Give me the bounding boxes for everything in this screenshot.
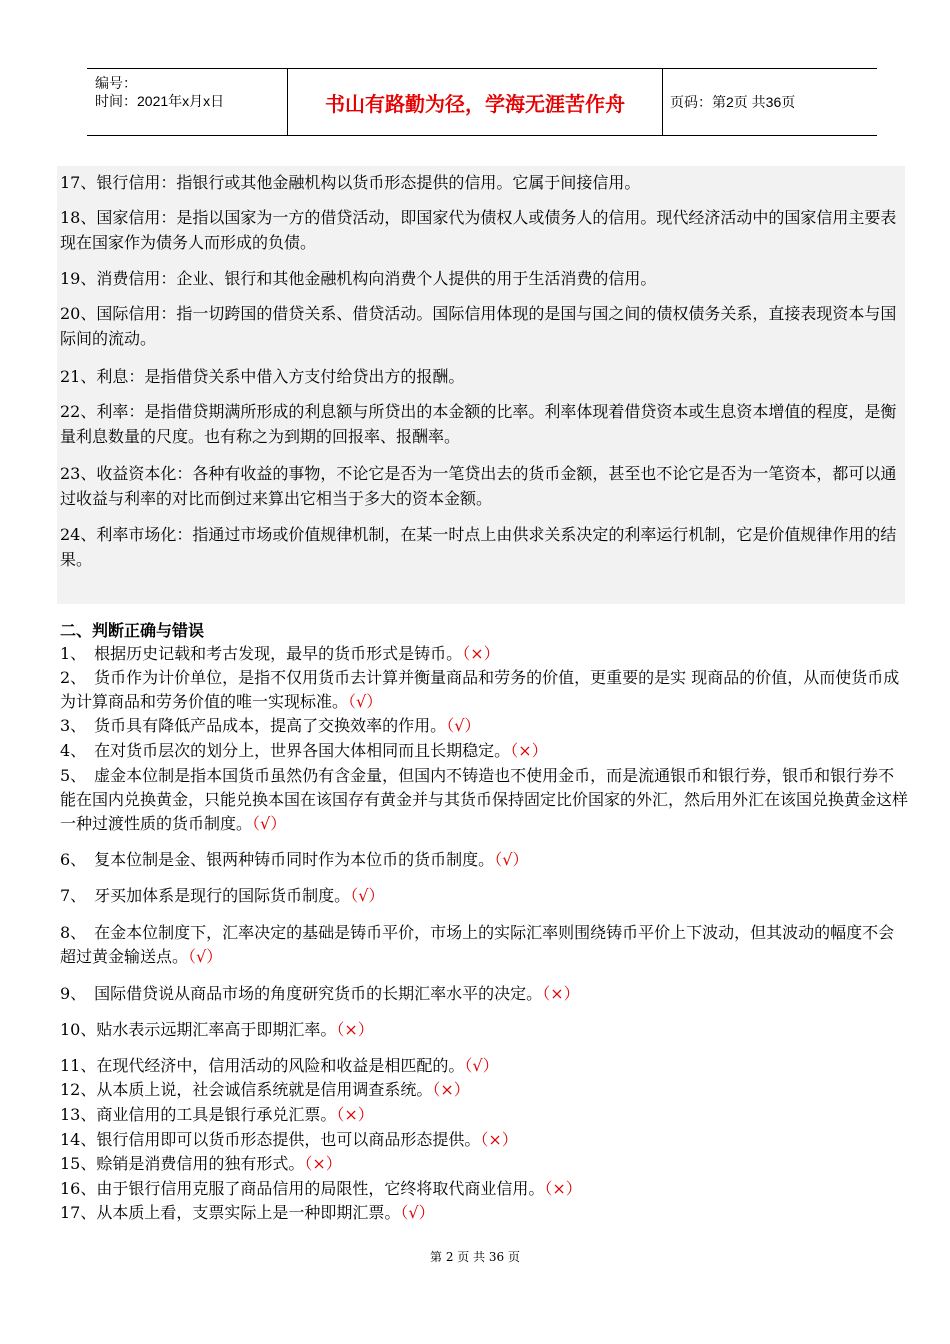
judgment-text: 9、 国际借贷说从商品市场的角度研究货币的长期汇率水平的决定。 [60,984,543,1003]
judgment-mark: （×） [432,1080,470,1099]
header-motto: 书山有路勤为径，学海无涯苦作舟 [287,69,663,135]
header-page-code: 页码：第2页 共36页 [670,94,796,110]
judgment-item [60,848,908,872]
judgment-mark: （×） [462,644,500,663]
definition-24: 24、利率市场化：指通过市场或价值规律机制，在某一时点上由供求关系决定的利率运行机制，它是价值规律作用的结果。 [60,525,897,569]
judgment-item [60,714,908,738]
header-meta [87,69,287,135]
judgment-mark: （√） [348,692,383,711]
judgment-text: 15、赊销是消费信用的独有形式。 [60,1154,305,1173]
judgment-text: 11、在现代经济中，信用活动的风险和收益是相匹配的。 [60,1056,465,1075]
judgment-item [60,739,908,763]
judgment-item [60,1054,908,1078]
judgment-text: 2、 货币作为计价单位，是指不仅用货币去计算并衡量商品和劳务的价值，更重要的是实 现商品的价值，从而使货币成为计算商品和劳务价值的唯一实现标准。 [60,668,900,711]
judgment-mark: （×） [510,741,548,760]
header-code-label: 编号： [95,75,137,91]
judgment-text: 6、 复本位制是金、银两种铸币同时作为本位币的货币制度。 [60,850,495,869]
judgment-mark: （×） [336,1020,374,1039]
definition-21: 21、利息：是指借贷关系中借入方支付给贷出方的报酬。 [60,367,465,386]
judgment-text: 10、贴水表示远期汇率高于即期汇率。 [60,1020,337,1039]
judgment-item [60,1103,908,1127]
judgment-mark: （×） [336,1105,374,1124]
definition-17: 17、银行信用：指银行或其他金融机构以货币形态提供的信用。它属于间接信用。 [60,173,641,192]
judgment-mark: （×） [544,1179,582,1198]
judgment-text: 16、由于银行信用克服了商品信用的局限性，它终将取代商业信用。 [60,1179,545,1198]
judgment-item [60,1018,908,1042]
judgment-mark: （√） [446,716,481,735]
judgment-item [60,666,908,714]
judgment-item [60,921,908,969]
judgment-text: 12、从本质上说，社会诚信系统就是信用调查系统。 [60,1080,433,1099]
definition-20: 20、国际信用：指一切跨国的借贷关系、借贷活动。国际信用体现的是国与国之间的债权债务关系，直接表现资本与国际间的流动。 [60,304,897,348]
judgment-item [60,1152,908,1176]
judgment-item [60,1201,908,1225]
judgment-mark: （√） [188,947,223,966]
judgment-item [60,642,908,666]
judgment-item [60,764,908,836]
definition-22: 22、利率：是指借贷期满所形成的利息额与所贷出的本金额的比率。利率体现着借贷资本或生息资本增值的程度，是衡量利息数量的尺度。也有称之为到期的回报率、报酬率。 [60,402,897,446]
judgment-mark: （√） [400,1203,435,1222]
judgment-text: 8、 在金本位制度下，汇率决定的基础是铸币平价，市场上的实际汇率则围绕铸币平价上下波动，但其波动的幅度不会超过黄金输送点。 [60,923,895,966]
judgment-item [60,1128,908,1152]
judgment-text: 13、商业信用的工具是银行承兑汇票。 [60,1105,337,1124]
judgment-mark: （×） [542,984,580,1003]
definition-18: 18、国家信用：是指以国家为一方的借贷活动，即国家代为债权人或债务人的信用。现代经济活动中的国家信用主要表现在国家作为债务人而形成的负债。 [60,208,897,252]
judgment-mark: （×） [480,1130,518,1149]
judgment-text: 14、银行信用即可以货币形态提供，也可以商品形态提供。 [60,1130,481,1149]
judgment-mark: （√） [494,850,529,869]
judgment-mark: （×） [304,1154,342,1173]
judgment-text: 3、 货币具有降低产品成本，提高了交换效率的作用。 [60,716,447,735]
judgment-text: 1、 根据历史记载和考古发现，最早的货币形式是铸币。 [60,644,463,663]
judgment-item [60,982,908,1006]
section-title: 二、判断正确与错误 [60,621,205,640]
judgment-text: 7、 牙买加体系是现行的国际货币制度。 [60,886,351,905]
definition-23: 23、收益资本化：各种有收益的事物，不论它是否为一笔贷出去的货币金额，甚至也不论它是否为一笔资本，都可以通过收益与利率的对比而倒过来算出它相当于多大的资本金额。 [60,464,897,508]
header-time: 时间：2021年x月x日 [95,93,225,109]
page-header [87,68,877,136]
judgment-item [60,1078,908,1102]
judgment-text: 17、从本质上看，支票实际上是一种即期汇票。 [60,1203,401,1222]
page-footer: 第 2 页 共 36 页 [430,1250,520,1264]
judgment-mark: （√） [464,1056,499,1075]
judgment-text: 4、 在对货币层次的划分上，世界各国大体相同而且长期稳定。 [60,741,511,760]
judgment-item [60,1177,908,1201]
definition-19: 19、消费信用：企业、银行和其他金融机构向消费个人提供的用于生活消费的信用。 [60,269,657,288]
judgment-mark: （√） [252,814,287,833]
judgment-text: 5、 虚金本位制是指本国货币虽然仍有含金量，但国内不铸造也不使用金币，而是流通银币和银行券，银币和银行券不能在国内兑换黄金，只能兑换本国在该国存有黄金并与其货币保持固定比价国家的外汇，然后用外汇在该国兑换黄金这样一种过渡性质的货币制度。 [60,766,909,833]
judgment-mark: （√） [350,886,385,905]
judgment-item [60,884,908,908]
